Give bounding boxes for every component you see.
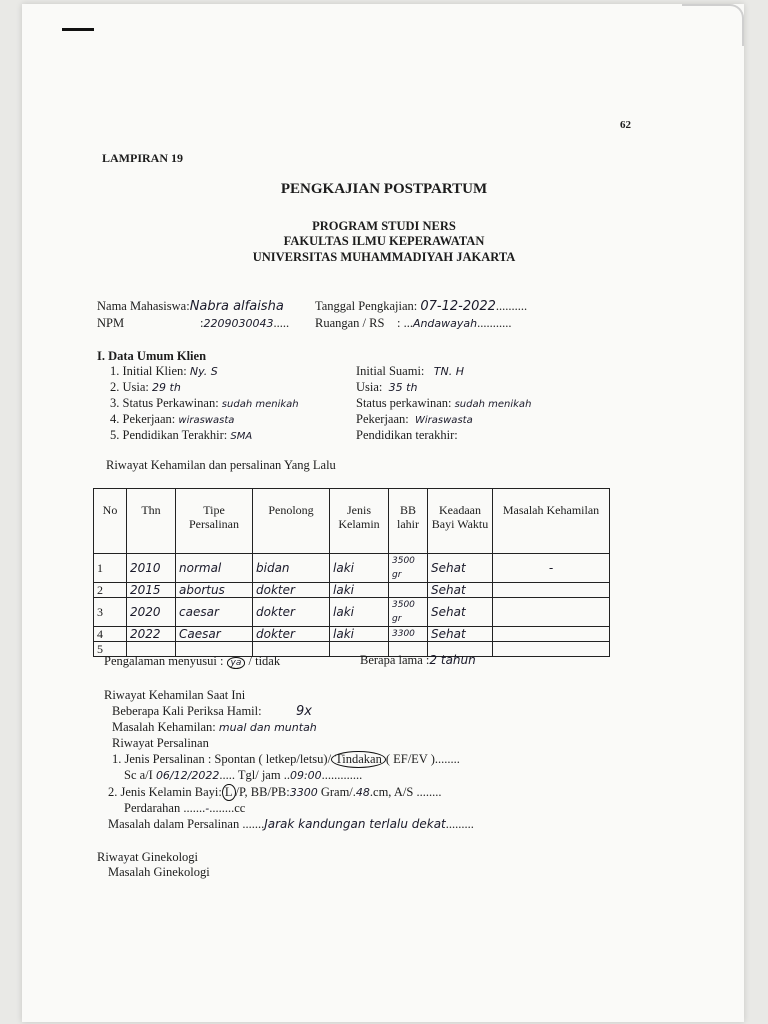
program-name: PROGRAM STUDI NERS [312,219,456,233]
col-bb-lahir: BB lahir [389,489,428,554]
cell-masalah [493,598,610,627]
initial-suami-field: Initial Suami: TN. H [356,364,464,378]
masalah-ginekologi-label: Masalah Ginekologi [108,865,210,879]
jenis-kelamin-bayi-field: 2. Jenis Kelamin Bayi: L /P, BB/PB:3300 Gram/.48.cm, A/S ........ [108,785,442,799]
cell-no: 3 [94,598,127,627]
nama-mahasiswa-field: Nama Mahasiswa:Nabra alfaisha [97,299,284,314]
cell-masalah [493,583,610,598]
table-row [94,583,610,598]
cell-kelamin: laki [330,627,389,642]
col-no: No [94,489,127,554]
riwayat-lalu-heading: Riwayat Kehamilan dan persalinan Yang Lalu [106,458,336,472]
cell-penolong: dokter [253,583,330,598]
cell-masalah [493,642,610,657]
cell-no: 2 [94,583,127,598]
cell-penolong: bidan [253,554,330,583]
masalah-persalinan-field: Masalah dalam Persalinan .......Jarak kandungan terlalu dekat......... [108,817,474,831]
table-header-row [94,489,610,554]
tindakan-circled-option: Tindakan [331,751,386,768]
initial-klien-field: 1. Initial Klien: Ny. S [110,364,218,378]
cell-no: 5 [94,642,127,657]
cell-tipe: abortus [176,583,253,598]
periksa-hamil-field: Beberapa Kali Periksa Hamil: 9x [112,704,312,719]
cell-bb: 3500 gr [389,554,428,583]
faculty-name: FAKULTAS ILMU KEPERAWATAN [283,234,485,248]
riwayat-persalinan-heading: Riwayat Persalinan [112,736,209,750]
university-name: UNIVERSITAS MUHAMMADIYAH JAKARTA [252,250,516,264]
pregnancy-history-table [93,488,610,657]
cell-kelamin: laki [330,598,389,627]
cell-penolong: dokter [253,598,330,627]
page-curl [682,4,744,46]
cell-bb: 3300 [389,627,428,642]
riwayat-ginekologi-heading: Riwayat Ginekologi [97,850,199,864]
pekerjaan-klien-field: 4. Pekerjaan: wiraswasta [110,412,235,426]
ruangan-field: Ruangan / RS : ...Andawayah........... [315,316,512,330]
col-penolong: Penolong [253,489,330,554]
sc-field: Sc a/I 06/12/2022..... Tgl/ jam ..09:00............. [124,768,363,782]
berapa-lama-field: Berapa lama :2 tahun [360,653,476,667]
cell-bb [389,583,428,598]
status-perkawinan-klien-field: 3. Status Perkawinan: sudah menikah [110,396,299,410]
perdarahan-field: Perdarahan .......-........cc [124,801,246,815]
cell-keadaan: Sehat [428,598,493,627]
col-masalah-kehamilan: Masalah Kehamilan [493,489,610,554]
cell-kelamin: laki [330,583,389,598]
pekerjaan-suami-field: Pekerjaan: Wiraswasta [356,412,473,426]
cell-kelamin: laki [330,554,389,583]
cell-tipe: normal [176,554,253,583]
jenis-persalinan-field: 1. Jenis Persalinan : Spontan ( letkep/letsu)/ Tindakan ( EF/EV )........ [112,752,460,766]
cell-no: 1 [94,554,127,583]
table-row [94,627,610,642]
col-thn: Thn [127,489,176,554]
cell-thn: 2022 [127,627,176,642]
npm-field: :2209030043..... [200,316,290,330]
page-number: 62 [620,119,631,131]
cell-bb: 3500 gr [389,598,428,627]
tanggal-field: Tanggal Pengkajian: 07-12-2022.......... [315,299,528,314]
menyusui-field: Pengalaman menyusui : ya / tidak [104,654,281,668]
saat-ini-heading: Riwayat Kehamilan Saat Ini [104,688,246,702]
cell-keadaan: Sehat [428,554,493,583]
ya-circled-option: ya [227,657,246,669]
table-row [94,554,610,583]
table-row [94,598,610,627]
l-circled-option: L [222,784,236,801]
cell-thn: 2015 [127,583,176,598]
usia-suami-field: Usia: 35 th [356,380,418,394]
cell-tipe: caesar [176,598,253,627]
npm-label: NPM [97,316,125,330]
cell-masalah: - [493,554,610,583]
col-jenis-kelamin: Jenis Kelamin [330,489,389,554]
pen-mark [62,28,94,31]
cell-tipe: Caesar [176,627,253,642]
cell-thn: 2020 [127,598,176,627]
cell-penolong: dokter [253,627,330,642]
cell-keadaan: Sehat [428,583,493,598]
cell-no: 4 [94,627,127,642]
col-tipe-persalinan: Tipe Persalinan [176,489,253,554]
pendidikan-suami-field: Pendidikan terakhir: [356,428,458,442]
status-perkawinan-suami-field: Status perkawinan: sudah menikah [356,396,532,410]
section-data-umum-heading: I. Data Umum Klien [97,349,207,363]
lampiran-label: LAMPIRAN 19 [102,151,183,165]
pendidikan-klien-field: 5. Pendidikan Terakhir: SMA [110,428,253,442]
masalah-kehamilan-field: Masalah Kehamilan: mual dan muntah [112,720,317,734]
cell-masalah [493,627,610,642]
usia-klien-field: 2. Usia: 29 th [110,380,181,394]
document-title: PENGKAJIAN POSTPARTUM [280,181,488,197]
cell-keadaan: Sehat [428,627,493,642]
col-keadaan-bayi: Keadaan Bayi Waktu [428,489,493,554]
cell-thn: 2010 [127,554,176,583]
